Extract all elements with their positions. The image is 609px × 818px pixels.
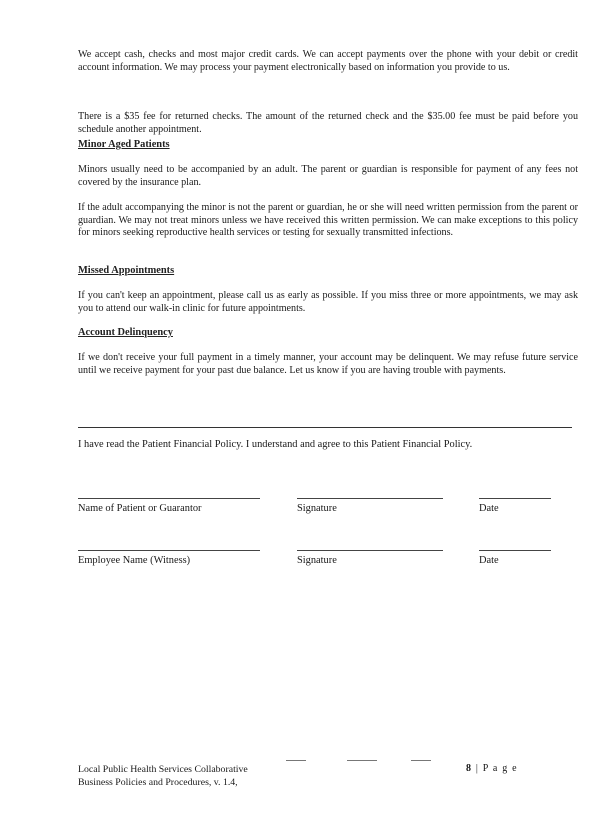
footer-document-version: Business Policies and Procedures, v. 1.4, <box>78 777 238 788</box>
patient-signature-label: Signature <box>297 503 337 514</box>
patient-name-label: Name of Patient or Guarantor <box>78 503 202 514</box>
agreement-statement: I have read the Patient Financial Policy. I understand and agree to this Patient Financial Policy. <box>78 439 473 450</box>
account-delinquency-paragraph: If we don't receive your full payment in a timely manner, your account may be delinquent. We may refuse future service until we receive payment for your past due balance. Let us know if you are having trouble with payments. <box>78 352 578 376</box>
section-divider <box>78 427 572 428</box>
footer-organization: Local Public Health Services Collaborative <box>78 764 248 775</box>
minors-permission-paragraph: If the adult accompanying the minor is not the parent or guardian, he or she will need written permission from the parent or guardian. We may not treat minors unless we have received this written permission. We can make exceptions to this policy for minors seeking reproductive health services or testing for sexually transmitted infections. <box>78 202 578 239</box>
patient-name-line[interactable] <box>78 498 260 499</box>
returned-checks-paragraph: There is a $35 fee for returned checks. The amount of the returned check and the $35.00 fee must be paid before you schedule another appointment. <box>78 111 578 135</box>
page-label: | P a g e <box>475 763 518 774</box>
witness-date-line[interactable] <box>479 550 551 551</box>
patient-signature-line[interactable] <box>297 498 443 499</box>
page-number <box>466 763 518 774</box>
minor-aged-patients-heading: Minor Aged Patients <box>78 139 170 150</box>
witness-date-label: Date <box>479 555 499 566</box>
footer-rule-segment <box>347 760 377 761</box>
footer-left <box>78 763 248 789</box>
missed-appointments-paragraph: If you can't keep an appointment, please call us as early as possible. If you miss three or more appointments, we may ask you to attend our walk-in clinic for future appointments. <box>78 290 578 314</box>
patient-date-label: Date <box>479 503 499 514</box>
payment-methods-paragraph: We accept cash, checks and most major credit cards. We can accept payments over the phone with your debit or credit account information. We may process your payment electronically based on information you provide to us. <box>78 49 578 73</box>
account-delinquency-heading: Account Delinquency <box>78 327 173 338</box>
patient-date-line[interactable] <box>479 498 551 499</box>
page-number-value: 8 <box>466 763 473 774</box>
footer-rule-segment <box>286 760 306 761</box>
witness-signature-label: Signature <box>297 555 337 566</box>
footer-rule-segment <box>411 760 431 761</box>
witness-name-line[interactable] <box>78 550 260 551</box>
minors-accompaniment-paragraph: Minors usually need to be accompanied by an adult. The parent or guardian is responsible for payment of any fees not covered by the insurance plan. <box>78 164 578 188</box>
witness-signature-line[interactable] <box>297 550 443 551</box>
missed-appointments-heading: Missed Appointments <box>78 265 175 276</box>
witness-name-label: Employee Name (Witness) <box>78 555 191 566</box>
